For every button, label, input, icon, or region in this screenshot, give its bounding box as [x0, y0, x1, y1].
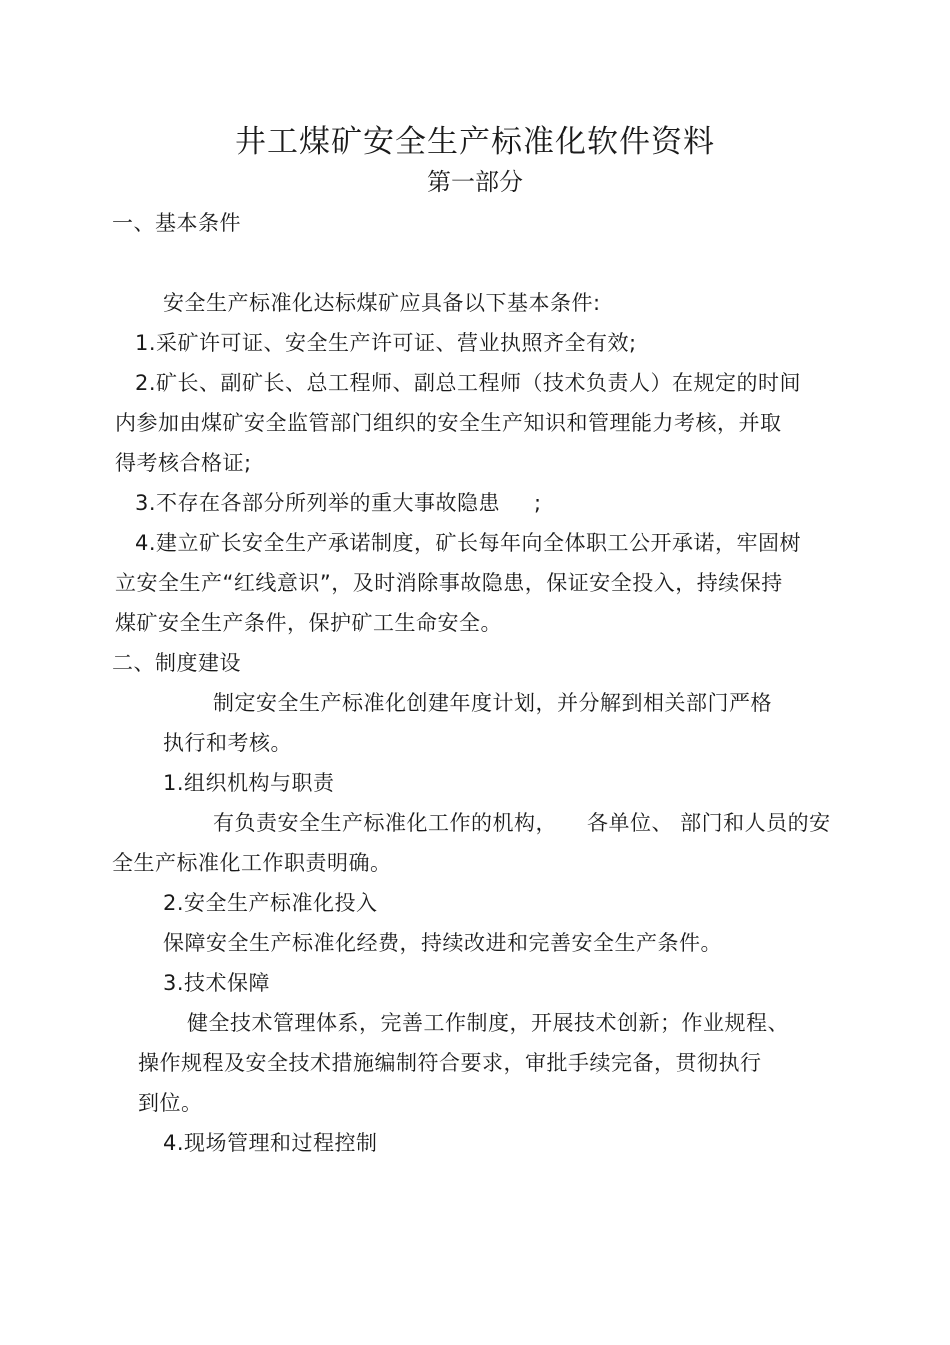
section-heading-basic-conditions: 一、基本条件	[112, 211, 241, 235]
paragraph-line: 执行和考核。	[163, 731, 292, 755]
paragraph-line: 得考核合格证;	[115, 451, 252, 475]
paragraph-line: 煤矿安全生产条件，保护矿工生命安全。	[115, 611, 502, 635]
document-subtitle: 第一部分	[427, 168, 523, 196]
list-item-punct: ;	[534, 491, 542, 515]
list-item: 1.采矿许可证、安全生产许可证、营业执照齐全有效;	[135, 331, 637, 355]
paragraph-line: 健全技术管理体系，完善工作制度，开展技术创新；作业规程、	[187, 1011, 789, 1035]
paragraph-line: 保障安全生产标准化经费，持续改进和完善安全生产条件。	[163, 931, 722, 955]
document-title: 井工煤矿安全生产标准化软件资料	[235, 124, 715, 160]
subsection-heading: 4.现场管理和过程控制	[163, 1131, 378, 1155]
paragraph-fragment: 各单位、 部门和人员的安	[587, 811, 831, 835]
paragraph-line: 安全生产标准化达标煤矿应具备以下基本条件:	[163, 291, 601, 315]
list-item: 2.矿长、副矿长、总工程师、副总工程师（技术负责人）在规定的时间	[135, 371, 802, 395]
subsection-heading: 1.组织机构与职责	[163, 771, 335, 795]
list-item: 4.建立矿长安全生产承诺制度，矿长每年向全体职工公开承诺，牢固树	[135, 531, 802, 555]
paragraph-line: 制定安全生产标准化创建年度计划，并分解到相关部门严格	[213, 691, 772, 715]
paragraph-line: 内参加由煤矿安全监管部门组织的安全生产知识和管理能力考核，并取	[115, 411, 782, 435]
paragraph-line: 全生产标准化工作职责明确。	[112, 851, 392, 875]
paragraph-fragment: 有负责安全生产标准化工作的机构，	[213, 811, 557, 835]
section-heading-system-building: 二、制度建设	[112, 651, 241, 675]
list-item	[135, 489, 542, 517]
paragraph-line: 操作规程及安全技术措施编制符合要求，审批手续完备，贯彻执行	[138, 1051, 762, 1075]
paragraph-line: 到位。	[138, 1091, 203, 1115]
paragraph-line	[213, 809, 831, 837]
subsection-heading: 3.技术保障	[163, 971, 271, 995]
list-item-text: 3.不存在各部分所列举的重大事故隐患	[135, 491, 501, 515]
paragraph-line: 立安全生产“红线意识”，及时消除事故隐患，保证安全投入，持续保持	[115, 571, 783, 595]
subsection-heading: 2.安全生产标准化投入	[163, 891, 378, 915]
